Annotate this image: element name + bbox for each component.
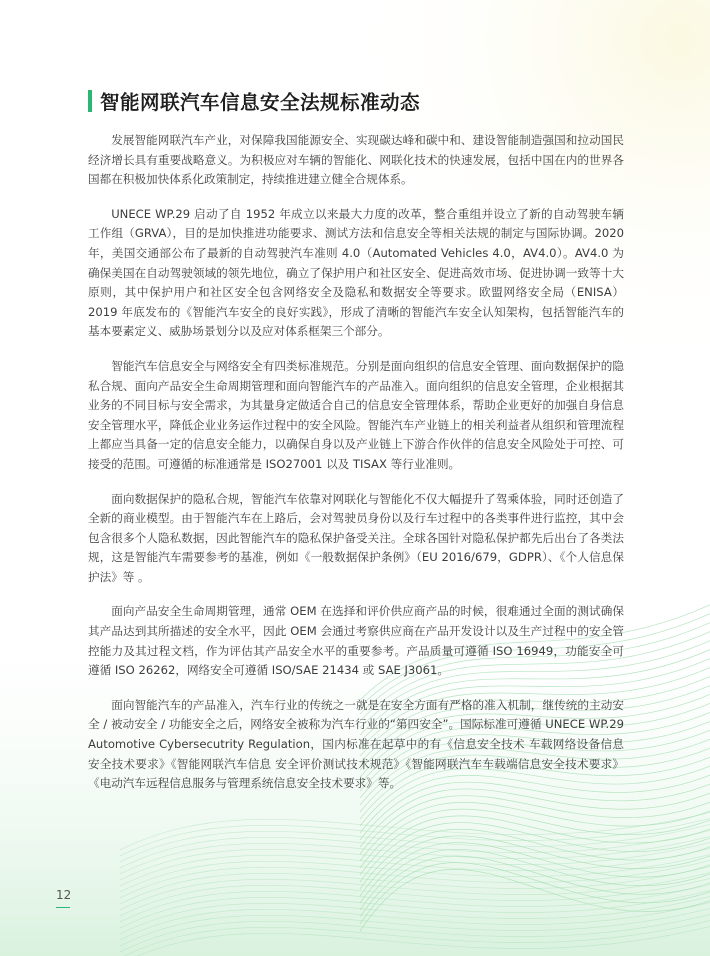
paragraph-privacy: 面向数据保护的隐私合规，智能汽车依靠对网联化与智能化不仅大幅提升了驾乘体验，同时还创造了全新的商业模型。由于智能汽车在上路后，会对驾驶员身份以及行车过程中的各类事件进行监控，其中会包含很多个人隐私数据，因此智能汽车的隐私保护备受关注。全球各国针对隐私保护都先后出台了各类法规，这是智能汽车需要参考的基准，例如《一般数据保护条例》（EU 2016/679，GDPR）、《个人信息保护法》等 。 bbox=[88, 491, 624, 584]
section-heading bbox=[88, 88, 420, 114]
paragraph-product-access: 面向智能汽车的产品准入，汽车行业的传统之一就是在安全方面有严格的准入机制，继传统的主动安全 / 被动安全 / 功能安全之后，网络安全被称为汽车行业的“第四安全”。国际标准可遵循 UNECE WP.29 Automotive Cybersecutrity Regulation，国内标准在起草中的有《信息安全技术 车载网络设备信息安全技术要求》《智能网联汽车信息 安全评价测试技术规范》《智能网联汽车车载端信息安全技术要求》《电动汽车远程信息服务与管理系统信息安全技术要求》等。 bbox=[88, 697, 624, 791]
paragraph-regulations: UNECE WP.29 启动了自 1952 年成立以来最大力度的改革，整合重组并设立了新的自动驾驶车辆工作组（GRVA），目的是加快推进功能要求、测试方法和信息安全等相关法规的制定与国际协调。2020 年，美国交通部公布了最新的自动驾驶汽车准则 4.0（Automated Vehicles 4.0，AV4.0）。AV4.0 为确保美国在自动驾驶领域的领先地位，确立了保护用户和社区安全、促进高效市场、促进协调一致等十大原则，其中保护用户和社区安全包含网络安全及隐私和数据安全等要求。欧盟网络安全局（ENISA）2019 年底发布的《智能汽车安全的良好实践》，形成了清晰的智能汽车安全认知架构，包括智能汽车的基本要素定义、威胁场景划分以及应对体系框架三个部分。 bbox=[88, 206, 624, 339]
paragraph-intro: 发展智能网联汽车产业，对保障我国能源安全、实现碳达峰和碳中和、建设智能制造强国和拉动国民经济增长具有重要战略意义。为积极应对车辆的智能化、网联化技术的快速发展，包括中国在内的世界各国都在积极加快体系化政策制定，持续推进建立健全合规体系。 bbox=[88, 133, 624, 187]
page-number: 12 bbox=[56, 888, 72, 902]
paragraph-product-lifecycle: 面向产品安全生命周期管理，通常 OEM 在选择和评价供应商产品的时候，很难通过全面的测试确保其产品达到其所描述的安全水平，因此 OEM 会通过考察供应商在产品开发设计以及生产过程中的安全管控能力及其过程文档，作为评估其产品安全水平的重要参考。产品质量可遵循 ISO 16949，功能安全可遵循 ISO 26262，网络安全可遵循 ISO/SAE 21434 或 SAE J3061。 bbox=[88, 604, 624, 678]
paragraph-standards-overview: 智能汽车信息安全与网络安全有四类标准规范。分别是面向组织的信息安全管理、面向数据保护的隐私合规、面向产品安全生命周期管理和面向智能汽车的产品准入。面向组织的信息安全管理，企业根据其业务的不同目标与安全需求，为其量身定做适合自己的信息安全管理体系，帮助企业更好的加强自身信息安全管理水平，降低企业业务运作过程中的安全风险。智能汽车产业链上的相关利益者从组织和管理流程上都应当具备一定的信息安全能力，以确保自身以及产业链上下游合作伙伴的信息安全风险处于可控、可接受的范围。可遵循的标准通常是 ISO27001 以及 TISAX 等行业准则。 bbox=[88, 358, 624, 471]
article-body bbox=[88, 131, 624, 809]
page-number-underline bbox=[56, 907, 70, 908]
heading-accent-bar bbox=[88, 90, 92, 112]
section-title: 智能网联汽车信息安全法规标准动态 bbox=[100, 91, 421, 114]
